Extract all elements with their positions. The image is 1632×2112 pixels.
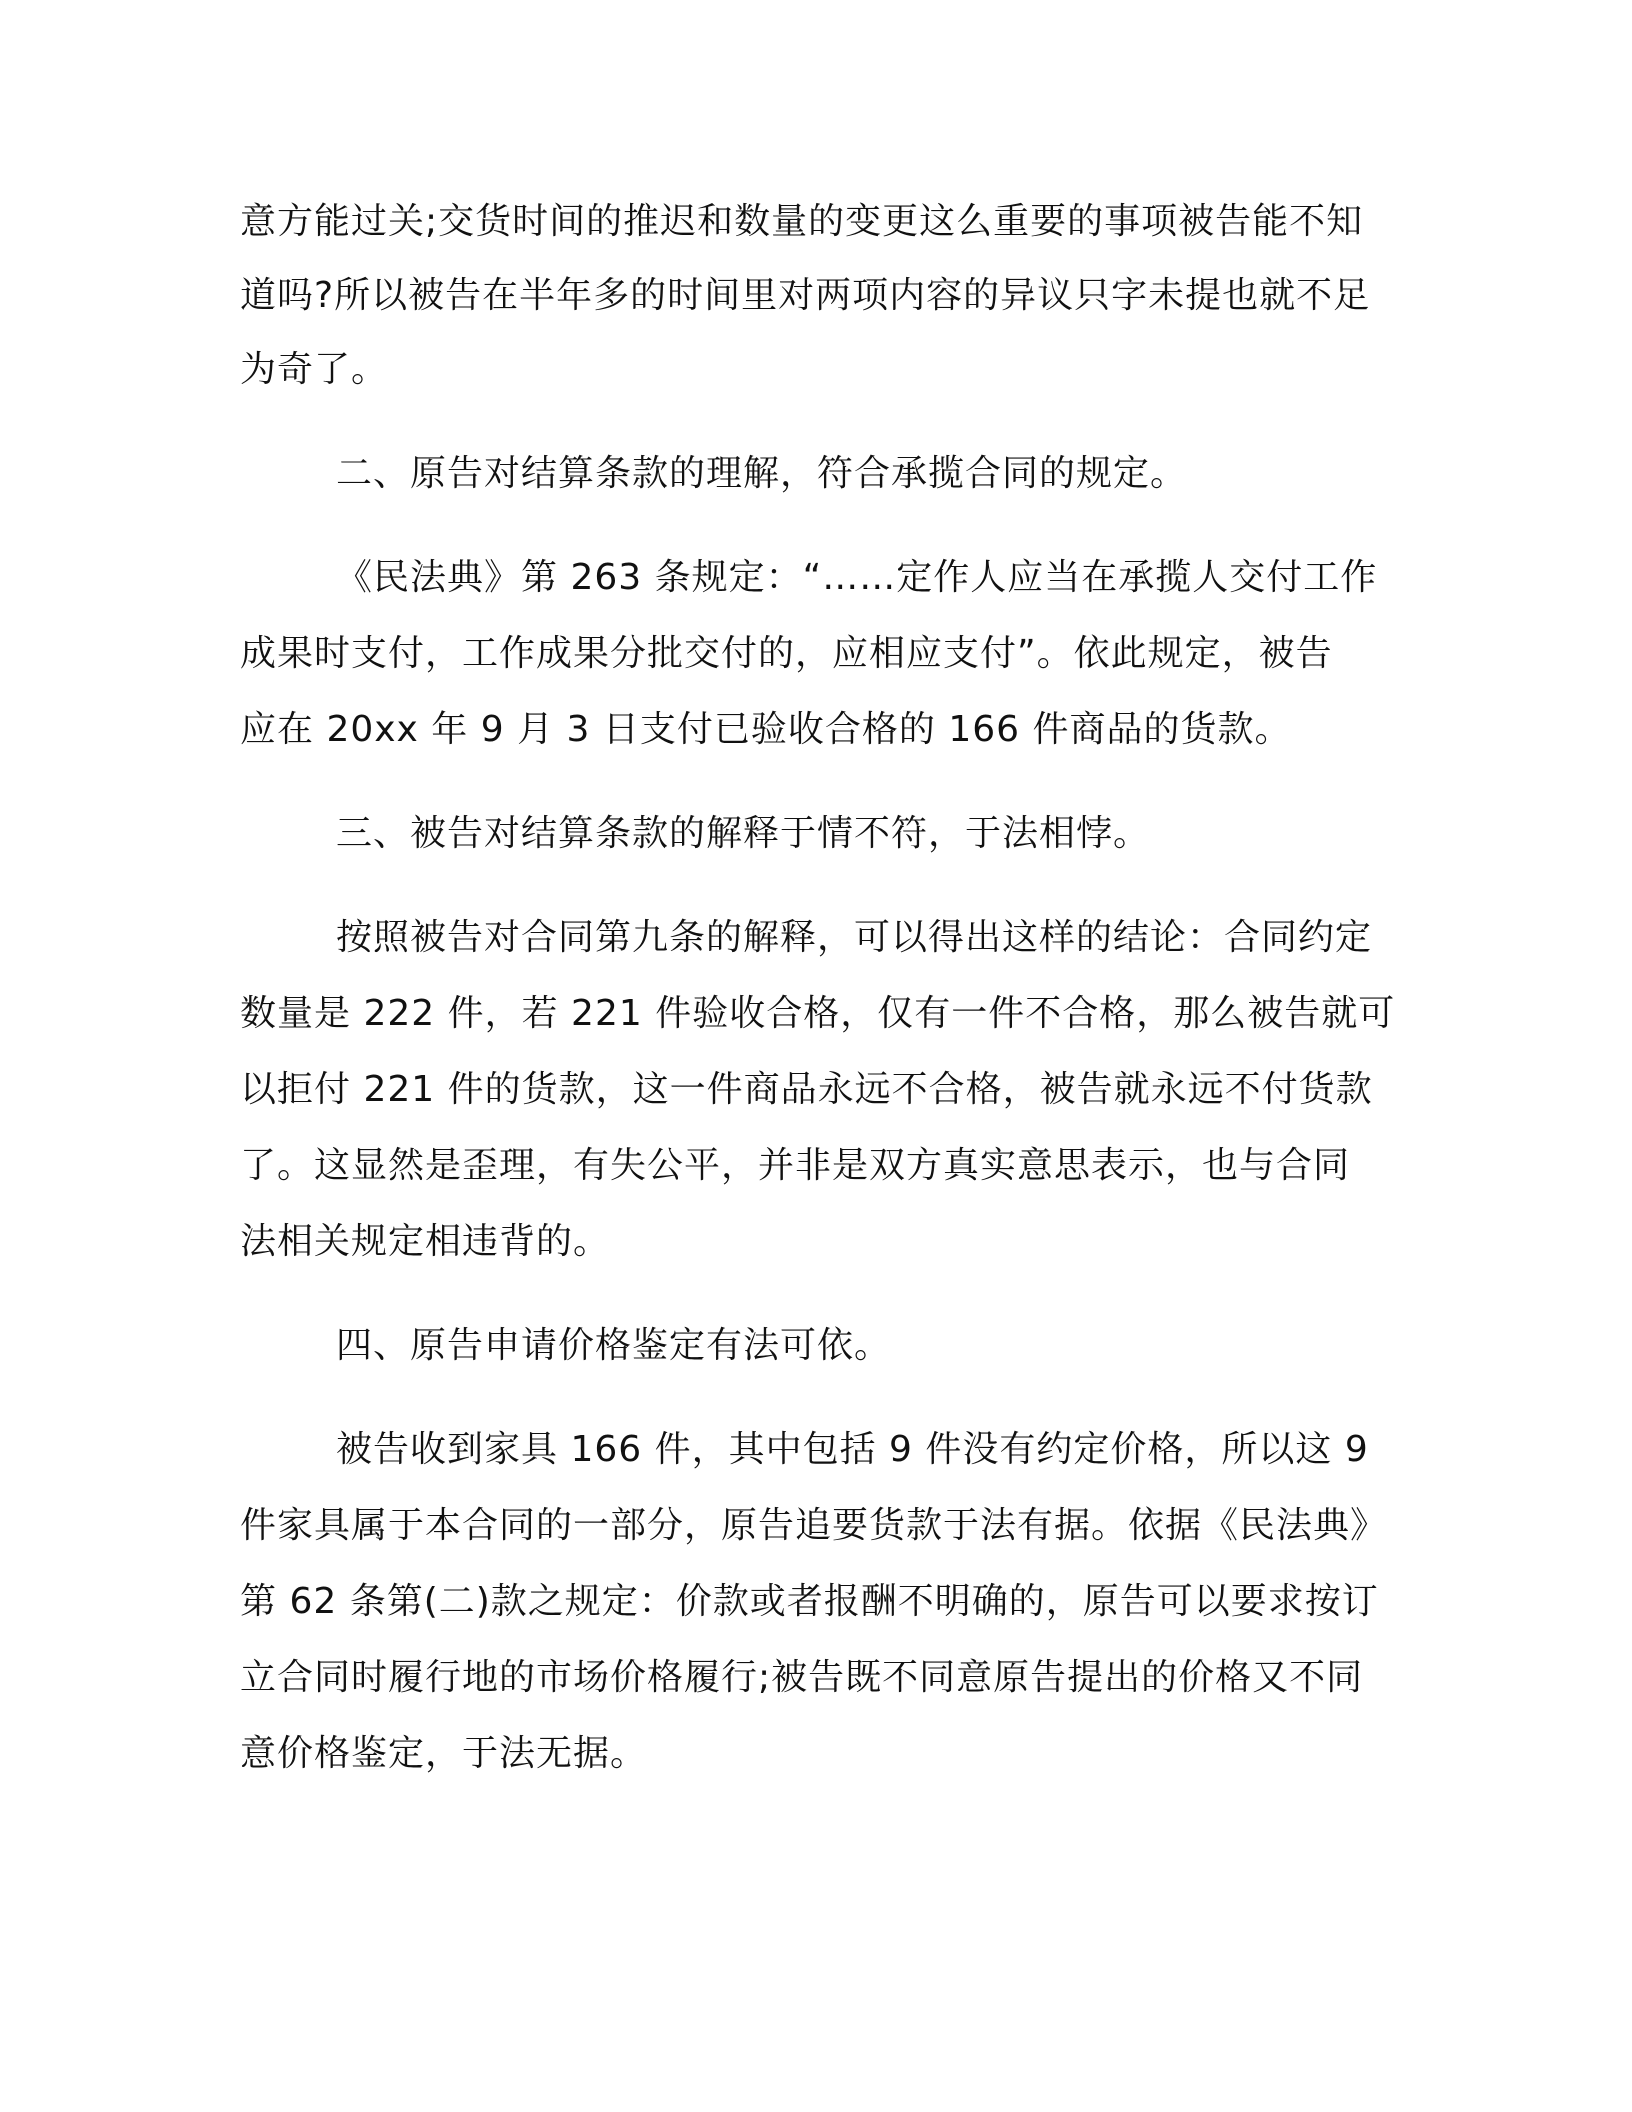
text-line: 按照被告对合同第九条的解释，可以得出这样的结论：合同约定 [336, 917, 1373, 958]
text-line: 道吗?所以被告在半年多的时间里对两项内容的异议只字未提也就不足 [240, 275, 1371, 316]
section-heading: 四、原告申请价格鉴定有法可依。 [336, 1325, 892, 1366]
text-line: 数量是 222 件，若 221 件验收合格，仅有一件不合格，那么被告就可 [240, 993, 1396, 1034]
section-heading: 三、被告对结算条款的解释于情不符，于法相悖。 [336, 813, 1151, 854]
text-line: 成果时支付，工作成果分批交付的，应相应支付”。依此规定，被告 [240, 633, 1333, 674]
text-line: 法相关规定相违背的。 [240, 1221, 611, 1262]
text-line: 意方能过关;交货时间的推迟和数量的变更这么重要的事项被告能不知 [240, 201, 1364, 242]
text-line: 为奇了。 [240, 349, 389, 390]
text-line: 被告收到家具 166 件，其中包括 9 件没有约定价格，所以这 9 [336, 1429, 1369, 1470]
text-line: 立合同时履行地的市场价格履行;被告既不同意原告提出的价格又不同 [240, 1657, 1364, 1698]
text-line: 《民法典》第 263 条规定：“……定作人应当在承揽人交付工作 [336, 557, 1378, 598]
text-line: 了。这显然是歪理，有失公平，并非是双方真实意思表示，也与合同 [240, 1145, 1351, 1186]
text-line: 第 62 条第(二)款之规定：价款或者报酬不明确的，原告可以要求按订 [240, 1581, 1379, 1622]
text-line: 应在 20xx 年 9 月 3 日支付已验收合格的 166 件商品的货款。 [240, 709, 1292, 750]
text-line: 意价格鉴定，于法无据。 [240, 1733, 648, 1774]
text-line: 件家具属于本合同的一部分，原告追要货款于法有据。依据《民法典》 [240, 1505, 1388, 1546]
text-line: 以拒付 221 件的货款，这一件商品永远不合格，被告就永远不付货款 [240, 1069, 1373, 1110]
section-heading: 二、原告对结算条款的理解，符合承揽合同的规定。 [336, 453, 1188, 494]
